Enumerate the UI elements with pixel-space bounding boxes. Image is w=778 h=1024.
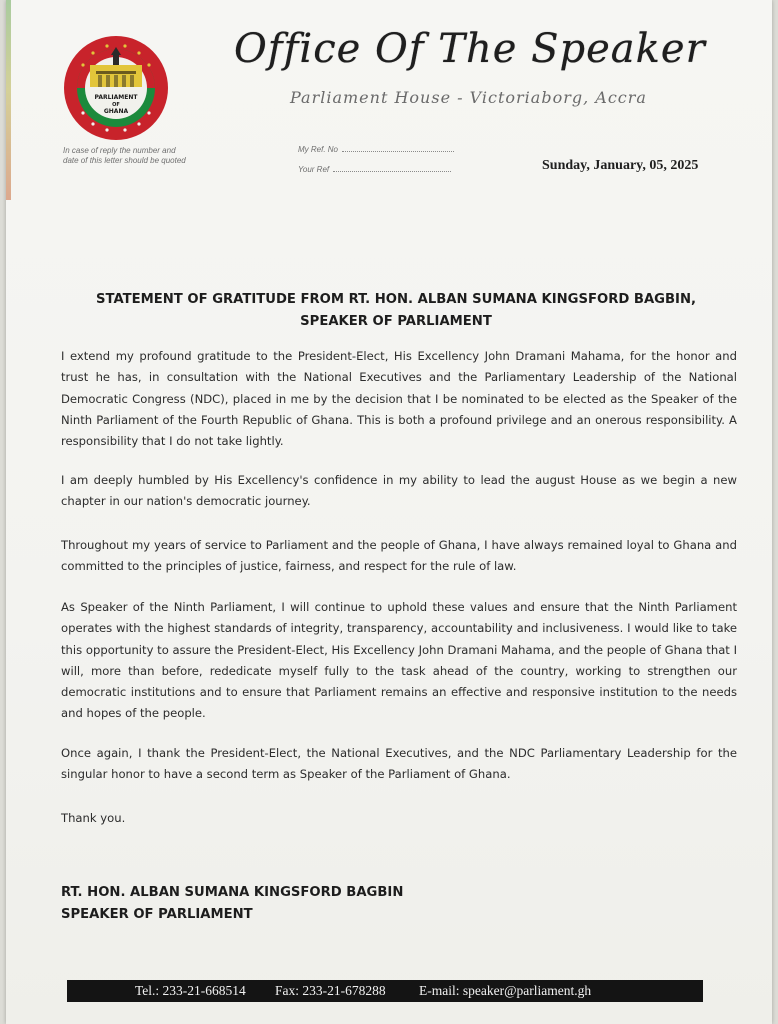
footer-fax: Fax: 233-21-678288 — [275, 983, 386, 998]
body-paragraph-5: Once again, I thank the President-Elect, the National Executives, and the NDC Parliamentary Leadership for the singular honor to have a second term as Speaker of the Parliament of Ghana. — [61, 746, 737, 782]
statement-title — [66, 289, 726, 333]
signatory-title: SPEAKER OF PARLIAMENT — [61, 907, 253, 922]
footer-telephone: Tel.: 233-21-668514 — [135, 983, 246, 998]
parliament-emblem-icon — [63, 35, 169, 141]
reply-note: In case of reply the number and date of this letter should be quoted — [63, 146, 186, 165]
my-ref-dotted-line — [342, 151, 454, 152]
letter-date: Sunday, January, 05, 2025 — [542, 158, 699, 173]
letterhead-address: Parliament House - Victoriaborg, Accra — [290, 88, 647, 107]
your-ref-label: Your Ref — [298, 165, 330, 174]
letterhead-title: Office Of The Speaker — [234, 26, 706, 72]
closing-line: Thank you. — [61, 811, 126, 825]
my-ref-field — [298, 145, 458, 157]
svg-text:OF: OF — [112, 102, 120, 108]
signatory-name: RT. HON. ALBAN SUMANA KINGSFORD BAGBIN — [61, 885, 404, 900]
statement-title-line-2: SPEAKER OF PARLIAMENT — [300, 314, 492, 329]
body-paragraph-3: Throughout my years of service to Parliament and the people of Ghana, I have always remained loyal to Ghana and committed to the principles of justice, fairness, and respect for the rule of law. — [61, 538, 737, 574]
footer-contact-bar — [67, 980, 703, 1002]
svg-text:GHANA: GHANA — [103, 108, 129, 115]
footer-email[interactable]: E-mail: speaker@parliament.gh — [419, 983, 592, 998]
svg-text:PARLIAMENT: PARLIAMENT — [94, 94, 138, 101]
page-edge-stripe — [6, 0, 11, 200]
body-paragraph-2: I am deeply humbled by His Excellency's confidence in my ability to lead the august House as we begin a new chapter in our nation's democratic journey. — [61, 473, 737, 509]
body-paragraph-4: As Speaker of the Ninth Parliament, I will continue to uphold these values and ensure that the Ninth Parliament operates with the highest standards of integrity, transparency, accountability and inclusiveness. I would like to take this opportunity to assure the President-Elect, His Excellency John Dramani Mahama, and the people of Ghana that I will, more than before, rededicate myself fully to the task ahead of the country, working to strengthen our democratic institutions and to ensure that Parliament remains an effective and responsive institution to the needs and hopes of the people. — [61, 600, 737, 721]
signatory-block — [61, 882, 561, 926]
your-ref-field — [298, 165, 458, 177]
body-paragraph-1: I extend my profound gratitude to the President-Elect, His Excellency John Dramani Mahama, for the honor and trust he has, in consultation with the National Executives and the Parliamentary Leadership of the National Democratic Congress (NDC), placed in me by the decision that I be nominated to be elected as the Speaker of the Ninth Parliament of the Fourth Republic of Ghana. This is both a profound privilege and an onerous responsibility. A responsibility that I do not take lightly. — [61, 349, 737, 449]
statement-title-line-1: STATEMENT OF GRATITUDE FROM RT. HON. ALBAN SUMANA KINGSFORD BAGBIN, — [95, 292, 696, 307]
my-ref-label: My Ref. No — [298, 145, 339, 154]
letter-page — [6, 0, 772, 1024]
your-ref-dotted-line — [333, 171, 451, 172]
